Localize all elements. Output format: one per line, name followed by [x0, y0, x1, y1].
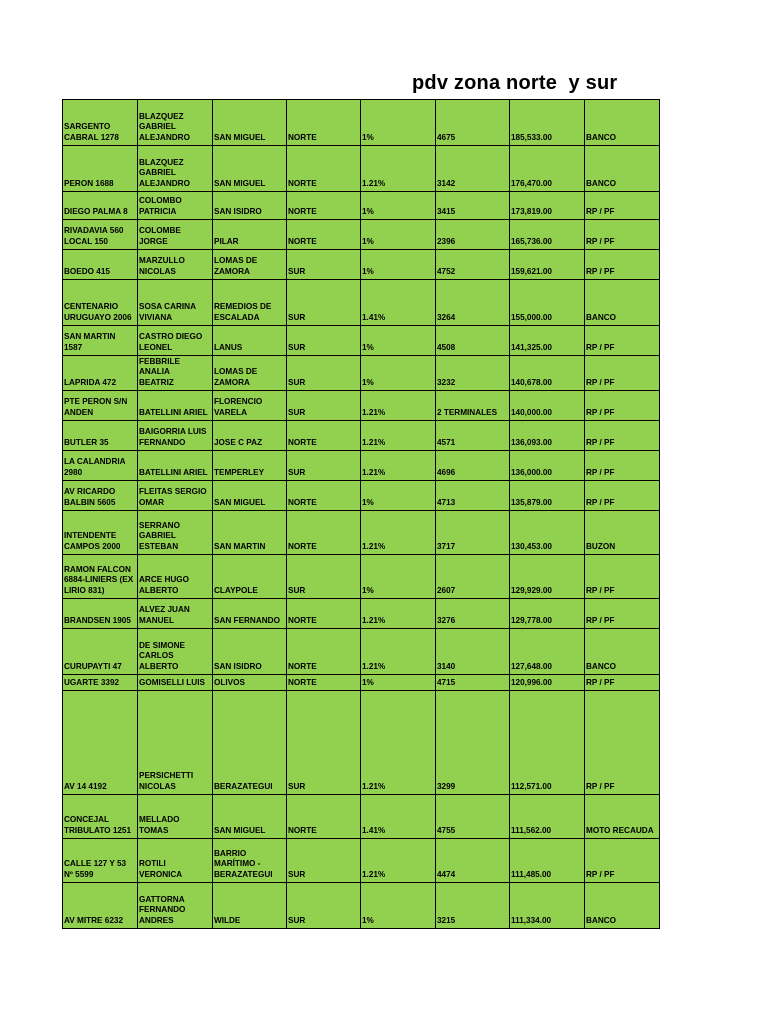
address-cell: BUTLER 35: [63, 420, 138, 450]
terminal-cell: 3140: [436, 628, 510, 674]
zone-cell: SUR: [287, 356, 361, 391]
owner-cell: ROTILI VERONICA: [138, 838, 213, 882]
rate-cell: 1%: [361, 882, 436, 928]
address-cell: RAMON FALCON 6884-LINIERS (EX LIRIO 831): [63, 554, 138, 598]
payment-cell: RP / PF: [585, 192, 660, 220]
locality-cell: WILDE: [213, 882, 287, 928]
payment-cell: RP / PF: [585, 480, 660, 510]
locality-cell: OLIVOS: [213, 674, 287, 690]
owner-cell: FEBBRILE ANALIA BEATRIZ: [138, 356, 213, 391]
table-row: [63, 628, 660, 674]
table-row: [63, 192, 660, 220]
rate-cell: 1.21%: [361, 450, 436, 480]
table-row: [63, 250, 660, 280]
payment-cell: BANCO: [585, 100, 660, 146]
payment-cell: RP / PF: [585, 450, 660, 480]
rate-cell: 1.21%: [361, 628, 436, 674]
locality-cell: SAN ISIDRO: [213, 192, 287, 220]
zone-cell: NORTE: [287, 794, 361, 838]
address-cell: AV RICARDO BALBIN 5605: [63, 480, 138, 510]
amount-cell: 111,562.00: [510, 794, 585, 838]
payment-cell: RP / PF: [585, 838, 660, 882]
rate-cell: 1%: [361, 480, 436, 510]
address-cell: AV MITRE 6232: [63, 882, 138, 928]
owner-cell: ALVEZ JUAN MANUEL: [138, 598, 213, 628]
payment-cell: RP / PF: [585, 326, 660, 356]
owner-cell: MARZULLO NICOLAS: [138, 250, 213, 280]
terminal-cell: 2607: [436, 554, 510, 598]
owner-cell: CASTRO DIEGO LEONEL: [138, 326, 213, 356]
terminal-cell: 4474: [436, 838, 510, 882]
amount-cell: 140,678.00: [510, 356, 585, 391]
zone-cell: NORTE: [287, 220, 361, 250]
amount-cell: 120,996.00: [510, 674, 585, 690]
table-row: [63, 510, 660, 554]
locality-cell: SAN MIGUEL: [213, 146, 287, 192]
address-cell: CONCEJAL TRIBULATO 1251: [63, 794, 138, 838]
pdv-table: [62, 99, 660, 929]
address-cell: INTENDENTE CAMPOS 2000: [63, 510, 138, 554]
address-cell: RIVADAVIA 560 LOCAL 150: [63, 220, 138, 250]
address-cell: UGARTE 3392: [63, 674, 138, 690]
page-title: pdv zona norte y sur: [412, 72, 618, 94]
amount-cell: 135,879.00: [510, 480, 585, 510]
table-row: [63, 794, 660, 838]
terminal-cell: 2396: [436, 220, 510, 250]
terminal-cell: 3232: [436, 356, 510, 391]
zone-cell: NORTE: [287, 480, 361, 510]
table-row: [63, 554, 660, 598]
table-row: [63, 100, 660, 146]
rate-cell: 1.21%: [361, 390, 436, 420]
payment-cell: RP / PF: [585, 674, 660, 690]
rate-cell: 1%: [361, 674, 436, 690]
terminal-cell: 4755: [436, 794, 510, 838]
payment-cell: BUZON: [585, 510, 660, 554]
payment-cell: RP / PF: [585, 690, 660, 794]
table-row: [63, 838, 660, 882]
zone-cell: NORTE: [287, 628, 361, 674]
terminal-cell: 4752: [436, 250, 510, 280]
zone-cell: SUR: [287, 280, 361, 326]
owner-cell: GATTORNA FERNANDO ANDRES: [138, 882, 213, 928]
amount-cell: 136,000.00: [510, 450, 585, 480]
zone-cell: NORTE: [287, 192, 361, 220]
zone-cell: SUR: [287, 326, 361, 356]
locality-cell: TEMPERLEY: [213, 450, 287, 480]
address-cell: DIEGO PALMA 8: [63, 192, 138, 220]
table-row: [63, 420, 660, 450]
zone-cell: NORTE: [287, 598, 361, 628]
amount-cell: 111,485.00: [510, 838, 585, 882]
terminal-cell: 4696: [436, 450, 510, 480]
table-row: [63, 450, 660, 480]
owner-cell: MELLADO TOMAS: [138, 794, 213, 838]
rate-cell: 1%: [361, 250, 436, 280]
locality-cell: LOMAS DE ZAMORA: [213, 250, 287, 280]
address-cell: PERON 1688: [63, 146, 138, 192]
zone-cell: SUR: [287, 450, 361, 480]
locality-cell: SAN MIGUEL: [213, 480, 287, 510]
payment-cell: RP / PF: [585, 554, 660, 598]
table-row: [63, 598, 660, 628]
amount-cell: 112,571.00: [510, 690, 585, 794]
address-cell: CALLE 127 Y 53 Nº 5599: [63, 838, 138, 882]
locality-cell: CLAYPOLE: [213, 554, 287, 598]
owner-cell: BLAZQUEZ GABRIEL ALEJANDRO: [138, 100, 213, 146]
payment-cell: BANCO: [585, 882, 660, 928]
amount-cell: 141,325.00: [510, 326, 585, 356]
owner-cell: ARCE HUGO ALBERTO: [138, 554, 213, 598]
locality-cell: SAN ISIDRO: [213, 628, 287, 674]
rate-cell: 1.21%: [361, 146, 436, 192]
locality-cell: SAN MIGUEL: [213, 794, 287, 838]
zone-cell: NORTE: [287, 674, 361, 690]
terminal-cell: 3264: [436, 280, 510, 326]
amount-cell: 129,929.00: [510, 554, 585, 598]
payment-cell: RP / PF: [585, 390, 660, 420]
zone-cell: SUR: [287, 554, 361, 598]
terminal-cell: 3717: [436, 510, 510, 554]
owner-cell: DE SIMONE CARLOS ALBERTO: [138, 628, 213, 674]
rate-cell: 1.21%: [361, 598, 436, 628]
owner-cell: SERRANO GABRIEL ESTEBAN: [138, 510, 213, 554]
locality-cell: JOSE C PAZ: [213, 420, 287, 450]
rate-cell: 1%: [361, 220, 436, 250]
payment-cell: BANCO: [585, 280, 660, 326]
zone-cell: NORTE: [287, 146, 361, 192]
rate-cell: 1.21%: [361, 510, 436, 554]
owner-cell: GOMISELLI LUIS: [138, 674, 213, 690]
address-cell: BRANDSEN 1905: [63, 598, 138, 628]
locality-cell: LOMAS DE ZAMORA: [213, 356, 287, 391]
amount-cell: 140,000.00: [510, 390, 585, 420]
address-cell: AV 14 4192: [63, 690, 138, 794]
rate-cell: 1%: [361, 326, 436, 356]
locality-cell: SAN FERNANDO: [213, 598, 287, 628]
rate-cell: 1%: [361, 356, 436, 391]
amount-cell: 176,470.00: [510, 146, 585, 192]
owner-cell: COLOMBO PATRICIA: [138, 192, 213, 220]
amount-cell: 165,736.00: [510, 220, 585, 250]
table-row: [63, 146, 660, 192]
table-row: [63, 674, 660, 690]
payment-cell: RP / PF: [585, 356, 660, 391]
owner-cell: SOSA CARINA VIVIANA: [138, 280, 213, 326]
locality-cell: FLORENCIO VARELA: [213, 390, 287, 420]
payment-cell: RP / PF: [585, 598, 660, 628]
table-row: [63, 220, 660, 250]
terminal-cell: 4508: [436, 326, 510, 356]
address-cell: PTE PERON S/N ANDEN: [63, 390, 138, 420]
table-row: [63, 882, 660, 928]
terminal-cell: 3415: [436, 192, 510, 220]
owner-cell: BLAZQUEZ GABRIEL ALEJANDRO: [138, 146, 213, 192]
locality-cell: REMEDIOS DE ESCALADA: [213, 280, 287, 326]
table-row: [63, 480, 660, 510]
rate-cell: 1.41%: [361, 280, 436, 326]
terminal-cell: 3276: [436, 598, 510, 628]
payment-cell: RP / PF: [585, 420, 660, 450]
zone-cell: SUR: [287, 250, 361, 280]
table-row: [63, 280, 660, 326]
owner-cell: BATELLINI ARIEL: [138, 390, 213, 420]
payment-cell: RP / PF: [585, 220, 660, 250]
zone-cell: SUR: [287, 390, 361, 420]
table-row: [63, 356, 660, 391]
owner-cell: BATELLINI ARIEL: [138, 450, 213, 480]
terminal-cell: 4571: [436, 420, 510, 450]
payment-cell: BANCO: [585, 628, 660, 674]
payment-cell: RP / PF: [585, 250, 660, 280]
terminal-cell: 3299: [436, 690, 510, 794]
amount-cell: 111,334.00: [510, 882, 585, 928]
terminal-cell: 4675: [436, 100, 510, 146]
address-cell: LAPRIDA 472: [63, 356, 138, 391]
amount-cell: 159,621.00: [510, 250, 585, 280]
rate-cell: 1.21%: [361, 420, 436, 450]
locality-cell: SAN MARTIN: [213, 510, 287, 554]
locality-cell: BERAZATEGUI: [213, 690, 287, 794]
address-cell: SAN MARTIN 1587: [63, 326, 138, 356]
address-cell: CENTENARIO URUGUAYO 2006: [63, 280, 138, 326]
owner-cell: PERSICHETTI NICOLAS: [138, 690, 213, 794]
rate-cell: 1%: [361, 554, 436, 598]
rate-cell: 1.41%: [361, 794, 436, 838]
terminal-cell: 4715: [436, 674, 510, 690]
rate-cell: 1.21%: [361, 838, 436, 882]
zone-cell: SUR: [287, 838, 361, 882]
terminal-cell: 3215: [436, 882, 510, 928]
table-row: [63, 326, 660, 356]
owner-cell: BAIGORRIA LUIS FERNANDO: [138, 420, 213, 450]
payment-cell: MOTO RECAUDA: [585, 794, 660, 838]
amount-cell: 136,093.00: [510, 420, 585, 450]
payment-cell: BANCO: [585, 146, 660, 192]
address-cell: SARGENTO CABRAL 1278: [63, 100, 138, 146]
amount-cell: 129,778.00: [510, 598, 585, 628]
locality-cell: LANUS: [213, 326, 287, 356]
terminal-cell: 3142: [436, 146, 510, 192]
address-cell: LA CALANDRIA 2980: [63, 450, 138, 480]
terminal-cell: 4713: [436, 480, 510, 510]
locality-cell: SAN MIGUEL: [213, 100, 287, 146]
address-cell: BOEDO 415: [63, 250, 138, 280]
rate-cell: 1%: [361, 100, 436, 146]
amount-cell: 127,648.00: [510, 628, 585, 674]
amount-cell: 130,453.00: [510, 510, 585, 554]
amount-cell: 185,533.00: [510, 100, 585, 146]
locality-cell: BARRIO MARÍTIMO - BERAZATEGUI: [213, 838, 287, 882]
address-cell: CURUPAYTI 47: [63, 628, 138, 674]
amount-cell: 155,000.00: [510, 280, 585, 326]
table-row: [63, 390, 660, 420]
amount-cell: 173,819.00: [510, 192, 585, 220]
rate-cell: 1%: [361, 192, 436, 220]
zone-cell: NORTE: [287, 420, 361, 450]
terminal-cell: 2 TERMINALES: [436, 390, 510, 420]
zone-cell: SUR: [287, 882, 361, 928]
rate-cell: 1.21%: [361, 690, 436, 794]
zone-cell: NORTE: [287, 510, 361, 554]
zone-cell: NORTE: [287, 100, 361, 146]
owner-cell: FLEITAS SERGIO OMAR: [138, 480, 213, 510]
table-row: [63, 690, 660, 794]
owner-cell: COLOMBE JORGE: [138, 220, 213, 250]
locality-cell: PILAR: [213, 220, 287, 250]
zone-cell: SUR: [287, 690, 361, 794]
